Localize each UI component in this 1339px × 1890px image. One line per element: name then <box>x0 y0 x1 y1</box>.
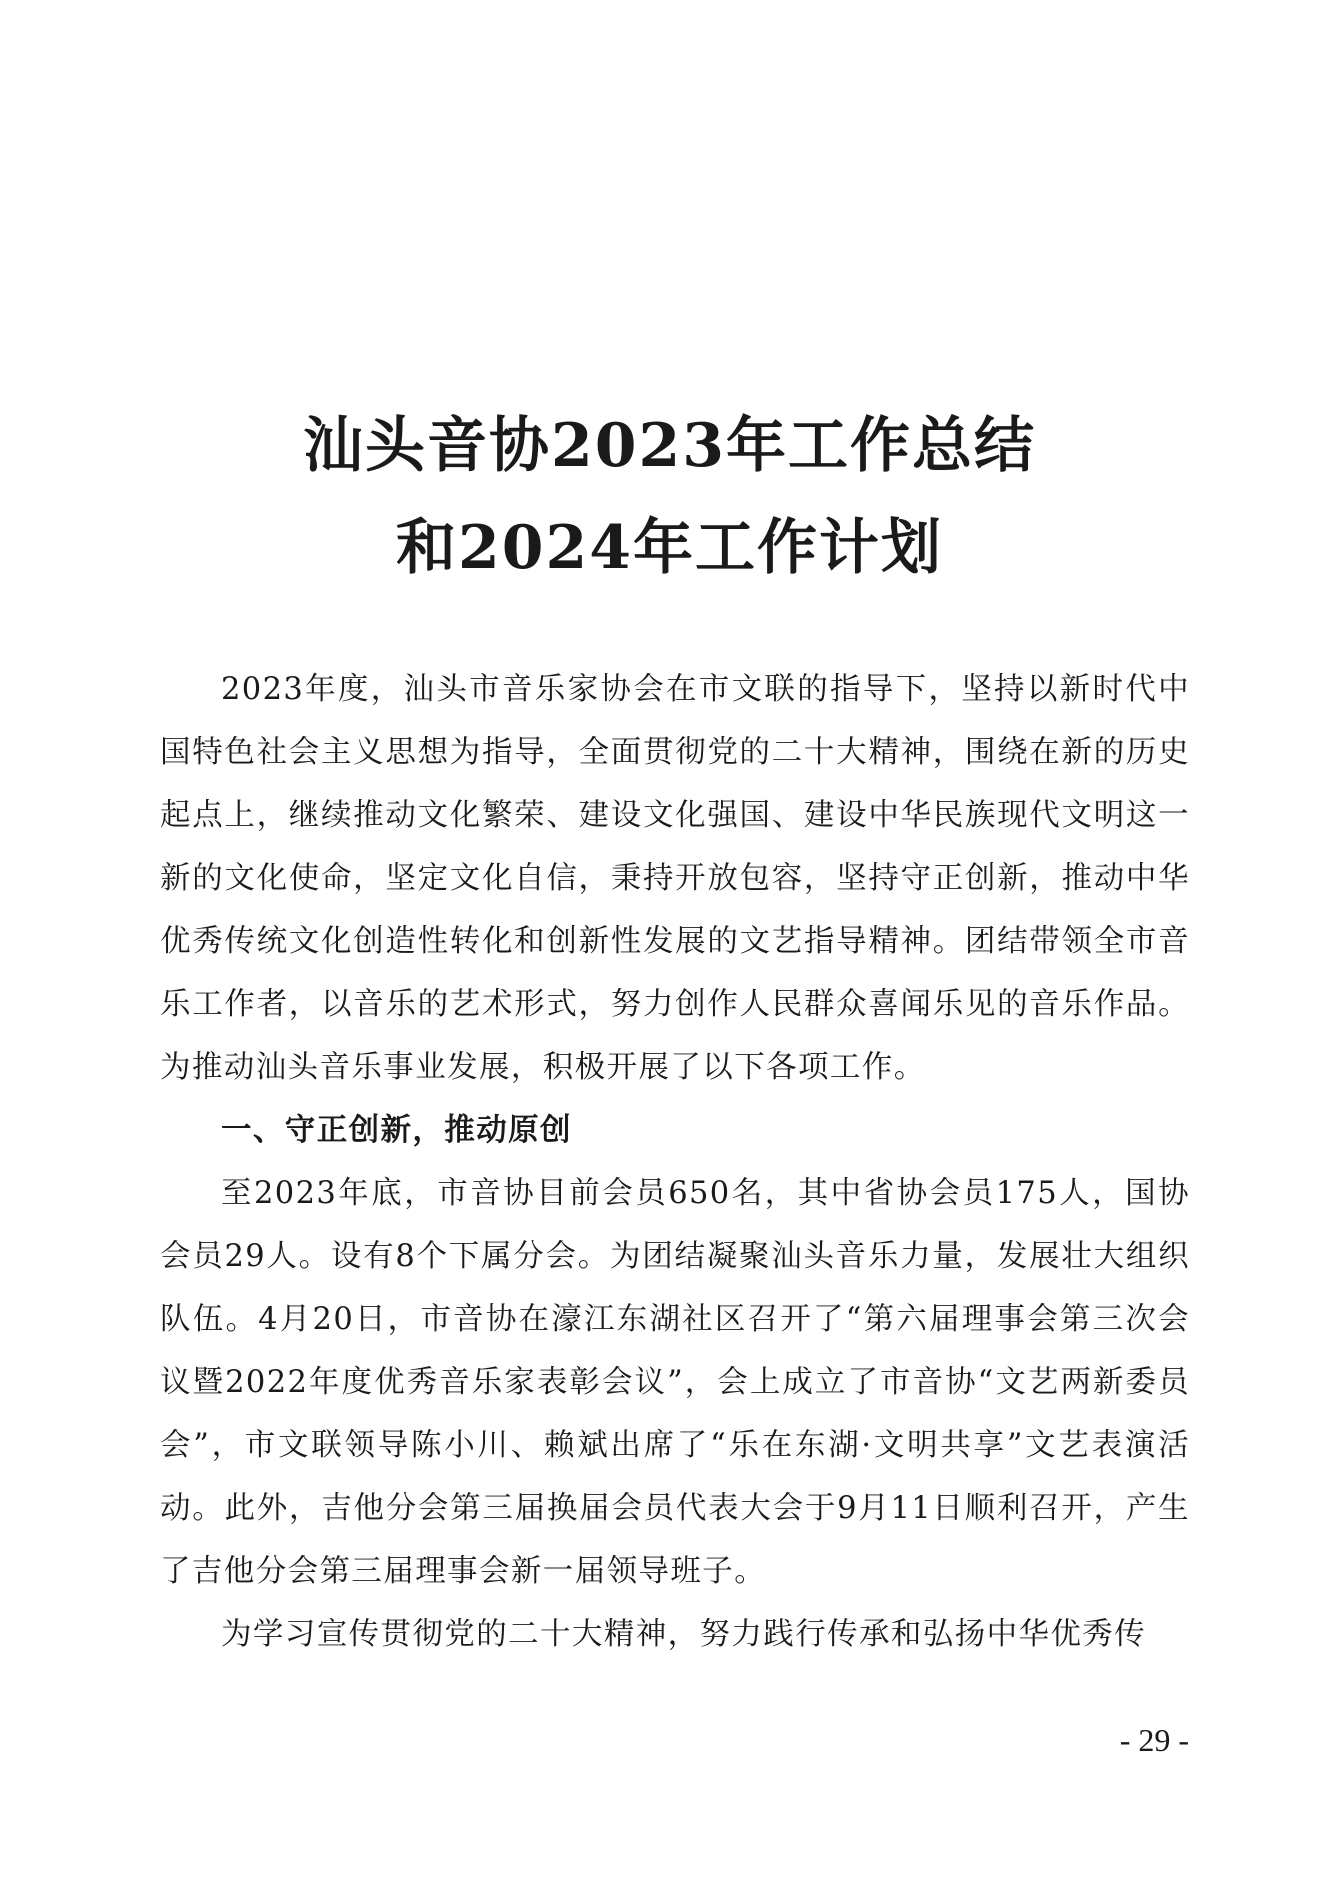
document-title-line-2: 和2024年工作计划 <box>396 513 943 583</box>
paragraph-continued: 为学习宣传贯彻党的二十大精神，努力践行传承和弘扬中华优秀传 <box>221 1617 1147 1652</box>
document-body <box>160 658 1190 1666</box>
document-title-line-1: 汕头音协2023年工作总结 <box>303 411 1036 481</box>
section-heading-1: 一、守正创新，推动原创 <box>221 1113 572 1148</box>
page-number: - 29 - <box>1119 1722 1189 1758</box>
paragraph-membership: 至2023年底，市音协目前会员650名，其中省协会员175人，国协会员29人。设有8个下属分会。为团结凝聚汕头音乐力量，发展壮大组织队伍。4月20日，市音协在濠江东湖社区召开了“第六届理事会第三次会议暨2022年度优秀音乐家表彰会议”，会上成立了市音协“文艺两新委员会”，市文联领导陈小川、赖斌出席了“乐在东湖·文明共享”文艺表演活动。此外，吉他分会第三届换届会员代表大会于9月11日顺利召开，产生了吉他分会第三届理事会新一届领导班子。 <box>160 1176 1190 1589</box>
paragraph-intro: 2023年度，汕头市音乐家协会在市文联的指导下，坚持以新时代中国特色社会主义思想为指导，全面贯彻党的二十大精神，围绕在新的历史起点上，继续推动文化繁荣、建设文化强国、建设中华民族现代文明这一新的文化使命，坚定文化自信，秉持开放包容，坚持守正创新，推动中华优秀传统文化创造性转化和创新性发展的文艺指导精神。团结带领全市音乐工作者，以音乐的艺术形式，努力创作人民群众喜闻乐见的音乐作品。为推动汕头音乐事业发展，积极开展了以下各项工作。 <box>160 672 1190 1085</box>
